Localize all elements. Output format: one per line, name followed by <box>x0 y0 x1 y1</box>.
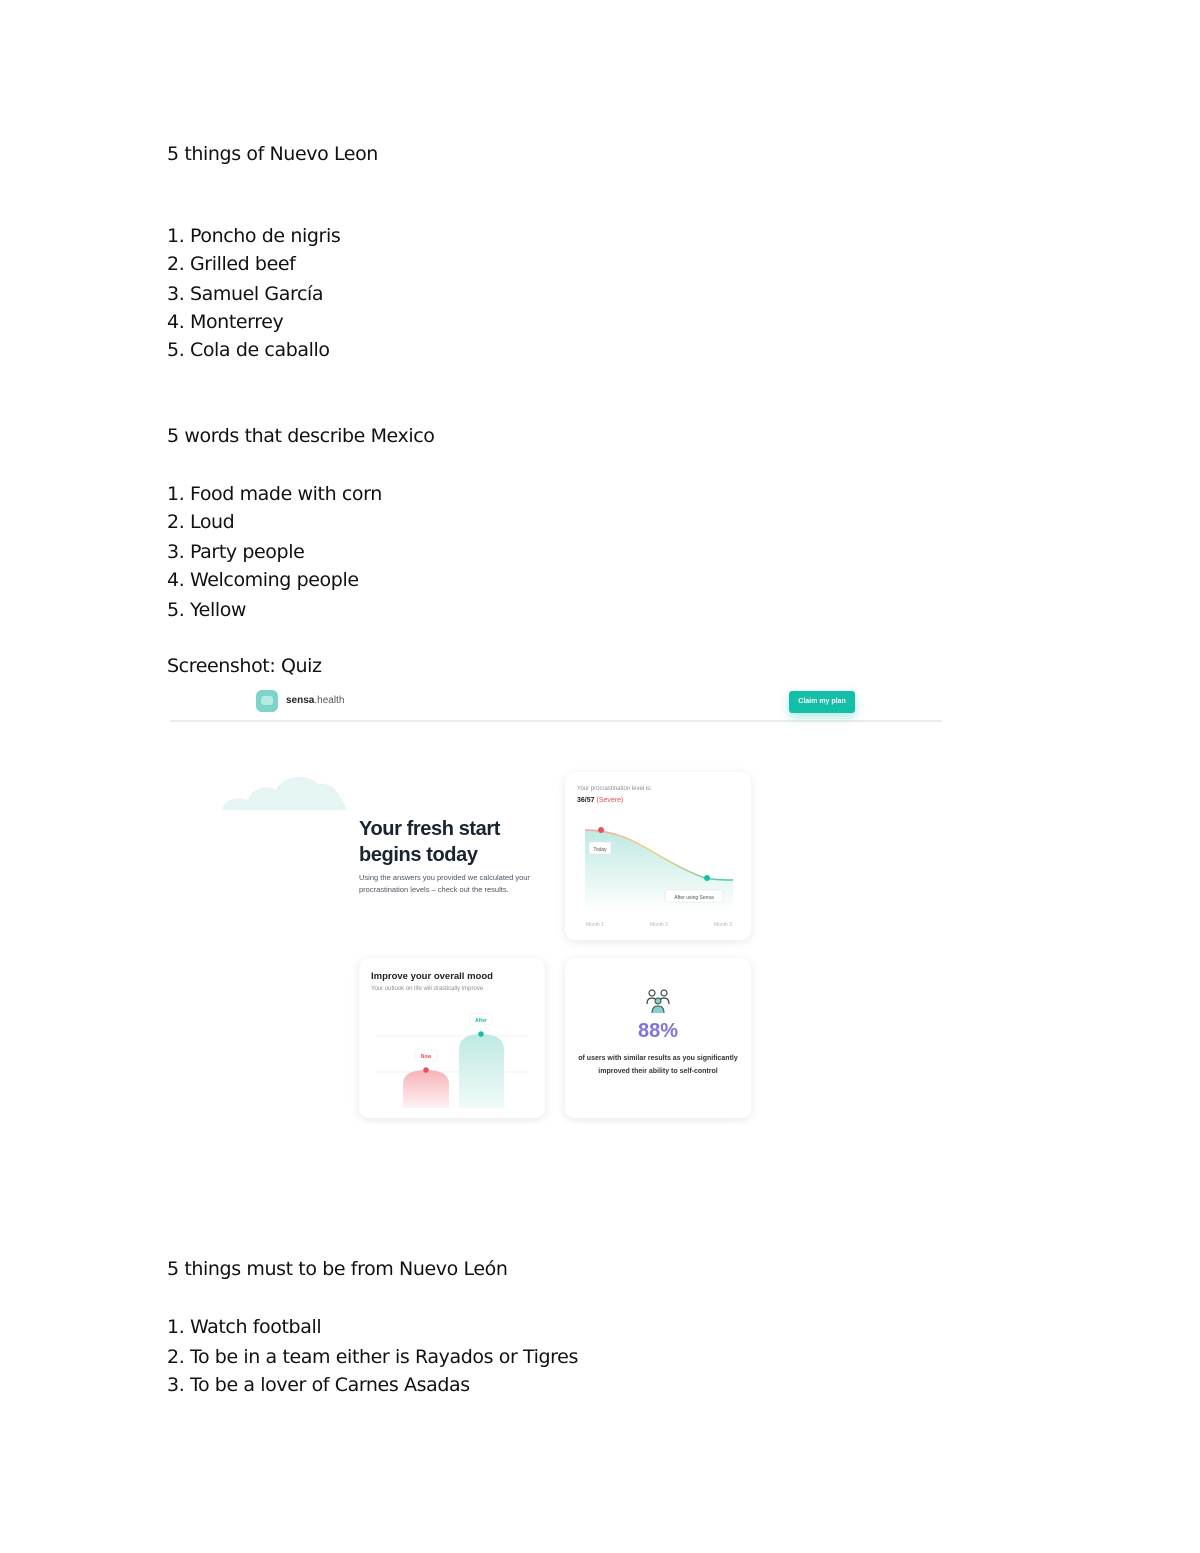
list-item: 2. To be in a team either is Rayados or Tigres <box>167 1346 578 1368</box>
procrastination-card <box>565 772 751 940</box>
procrastination-label: Your procrastination level is: <box>577 786 652 792</box>
section-heading-mexico: 5 words that describe Mexico <box>167 425 435 447</box>
after-tag: After <box>475 1018 487 1024</box>
mood-title: Improve your overall mood <box>371 971 493 982</box>
list-item: 1. Food made with corn <box>167 483 382 505</box>
stat-description: of users with similar results as you significantly improved their ability to self-control <box>578 1055 738 1075</box>
list-item: 4. Welcoming people <box>167 569 359 591</box>
month-label: Month 3 <box>713 922 733 928</box>
list-item: 3. Party people <box>167 541 305 563</box>
month-label: Month 2 <box>649 922 669 928</box>
mood-subtitle: Your outlook on life will drastically improve <box>371 986 484 992</box>
sensa-logo-icon <box>256 690 278 712</box>
list-item: 2. Grilled beef <box>167 253 296 275</box>
list-item: 5. Cola de caballo <box>167 339 330 361</box>
section-heading-must-be: 5 things must to be from Nuevo León <box>167 1258 508 1280</box>
after-bar <box>459 1034 504 1108</box>
embedded-screenshot <box>170 684 942 1124</box>
mood-card <box>359 958 545 1118</box>
claim-plan-button[interactable]: Claim my plan <box>789 691 855 713</box>
list-item: 5. Yellow <box>167 599 247 621</box>
screenshot-caption: Screenshot: Quiz <box>167 655 322 677</box>
after-point <box>478 1031 484 1037</box>
after-tag: After using Sensa <box>674 895 714 901</box>
today-point <box>598 827 604 833</box>
section-heading-nuevo-leon: 5 things of Nuevo Leon <box>167 143 378 165</box>
month-label: Month 1 <box>585 922 605 928</box>
list-item: 3. To be a lover of Carnes Asadas <box>167 1374 470 1396</box>
after-point <box>704 875 710 881</box>
list-item: 4. Monterrey <box>167 311 284 333</box>
list-item: 1. Poncho de nigris <box>167 225 341 247</box>
list-item: 3. Samuel García <box>167 283 324 305</box>
hero-title: Your fresh start begins today <box>359 818 501 866</box>
stat-value: 88% <box>637 1020 679 1042</box>
now-bar <box>403 1070 449 1108</box>
list-item: 1. Watch football <box>167 1316 322 1338</box>
now-tag: Now <box>420 1054 432 1060</box>
people-group-icon <box>644 988 672 1014</box>
procrastination-score: 36/57 (Severe) <box>577 797 624 804</box>
mood-chart <box>359 958 545 1118</box>
cloud-icon <box>222 770 346 810</box>
site-header <box>170 684 942 722</box>
procrastination-chart <box>565 772 751 940</box>
today-tag: Today <box>593 847 607 853</box>
stat-card <box>565 958 751 1118</box>
severity-badge: (Severe) <box>596 797 624 804</box>
now-point <box>423 1067 429 1073</box>
brand-name: sensa.health <box>286 695 345 706</box>
list-item: 2. Loud <box>167 511 235 533</box>
hero-subtitle: Using the answers you provided we calculated your procrastination levels – check out the results. <box>359 873 530 894</box>
